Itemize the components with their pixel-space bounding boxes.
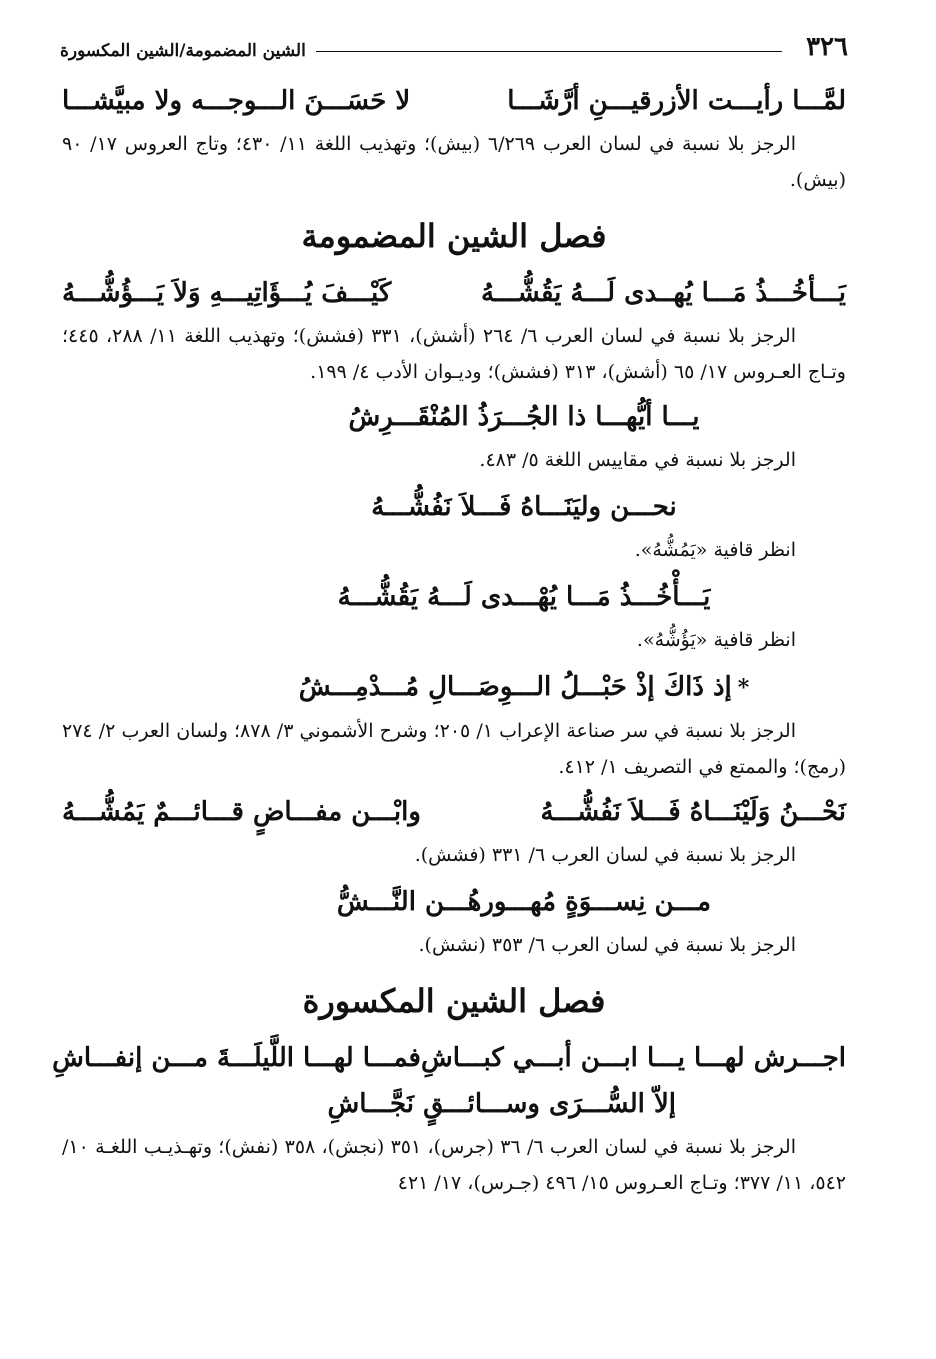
star-icon: * <box>737 675 750 701</box>
hemistich-right: إلاّ السُّـــرَى وســـائـــقٍ نَجَّـــاشِ <box>327 1089 676 1119</box>
footnote-7: الرجز بلا نسبة في لسان العرب ٦/ ٣٣١ (فشش). <box>414 844 796 866</box>
running-title: الشين المضمومة/الشين المكسورة <box>60 41 306 61</box>
hemistich-right: لمَّـــا رأيـــت الأزرقيـــنِ أرَّشَـــا <box>507 86 846 116</box>
hemistich-left: كَيْـــفَ يُـــؤَاتِيـــهِ وَلاَ يَـــؤُشُّـــهُ <box>62 278 392 308</box>
footnote-8: الرجز بلا نسبة في لسان العرب ٦/ ٣٥٣ (نشش). <box>418 934 796 956</box>
footnote-1: الرجز بلا نسبة في لسان العرب ٦/٢٦٩ (بيش)؛ وتهذيب اللغة ١١/ ٤٣٠؛ وتاج العروس ١٧/ ٩٠ (بيش). <box>62 133 846 191</box>
header-rule <box>316 51 782 52</box>
section-heading-kasra: فصل الشين المكسورة <box>302 982 606 1020</box>
footnote-3: الرجز بلا نسبة في مقاييس اللغة ٥/ ٤٨٣. <box>479 449 796 471</box>
verse-5: يَـــأْخُـــذُ مَـــا يُهْـــدى لَـــهُ يَقُشُّـــهُ <box>337 582 711 612</box>
verse-8: مـــن نِســـوَةٍ مُهـــورهُـــن النَّـــشُّ <box>336 887 712 917</box>
page-content <box>52 78 846 1205</box>
verse-3: يـــا أيُّهـــا ذا الجُـــرَذُ المُنْقَـــرِشُ <box>348 402 700 432</box>
footnote-4: انظر قافية «يَمُشُّهُ». <box>634 539 796 561</box>
verse-couplet-9-line-2 <box>62 1081 846 1127</box>
footnote-6: الرجز بلا نسبة في سر صناعة الإعراب ١/ ٢٠٥؛ وشرح الأشموني ٣/ ٨٧٨؛ ولسان العرب ٢/ ٢٧٤ (رمج)؛ والممتع في التصريف ١/ ٤١٢. <box>62 720 846 778</box>
hemistich-right: اجـــرش لهـــا يـــا ابـــن أبـــي كبـــاشِ <box>420 1043 846 1073</box>
verse-couplet-1 <box>62 78 846 124</box>
footnote-5: انظر قافية «يَؤُشُّهُ». <box>636 629 796 651</box>
page-header <box>60 20 848 60</box>
hemistich-left: فمـــا لهـــا اللَّيلَـــةَ مـــن إنفـــاشِ <box>52 1043 421 1073</box>
page-number: ٣٢٦ <box>806 32 848 62</box>
hemistich-left: وابْـــن مفـــاضٍ قـــائـــمٌ يَمُشُّـــهُ <box>62 797 421 827</box>
verse-4: نحـــن وليَنَـــاهُ فَـــلاَ نَفُشُّـــهُ <box>371 492 677 522</box>
verse-couplet-9 <box>52 1035 846 1127</box>
verse-6 <box>62 664 846 711</box>
hemistich-right: يَـــأخُـــذُ مَـــا يُهــدى لَـــهُ يَقُشُّـــهُ <box>480 278 846 308</box>
verse-couplet-7 <box>62 789 846 835</box>
verse-couplet-2 <box>62 270 846 316</box>
verse-couplet-9-line-1 <box>52 1035 846 1081</box>
hemistich-right: نَحْـــنُ وَلَيْنَـــاهُ فَـــلاَ نَفُشُّـــهُ <box>540 797 846 827</box>
footnote-2: الرجز بلا نسبة في لسان العرب ٦/ ٢٦٤ (أشش)، ٣٣١ (فشش)؛ وتهذيب اللغة ١١/ ٢٨٨، ٤٤٥؛ وتـاج العـروس ١٧/ ٦٥ (أشش)، ٣١٣ (فشش)؛ وديـوان الأدب ٤/ ١٩٩. <box>62 325 846 383</box>
section-heading-damma: فصل الشين المضمومة <box>301 217 607 255</box>
hemistich-left: لا حَسَـــنَ الـــوجـــه ولا مبيَّشـــا <box>62 86 411 116</box>
footnote-9: الرجز بلا نسبة في لسان العرب ٦/ ٣٦ (جرس)، ٣٥١ (نجش)، ٣٥٨ (نفش)؛ وتهـذيـب اللغـة ١٠/ ٥٤٢، ١١/ ٣٧٧؛ وتـاج العـروس ١٥/ ٤٩٦ (جـرس)، ١٧/ ٤٢١ <box>62 1136 846 1194</box>
verse-6-text: إذ ذَاكَ إذْ حَبْـــلُ الـــوِصَـــالِ مُـــدْمِـــشُ <box>298 672 732 702</box>
